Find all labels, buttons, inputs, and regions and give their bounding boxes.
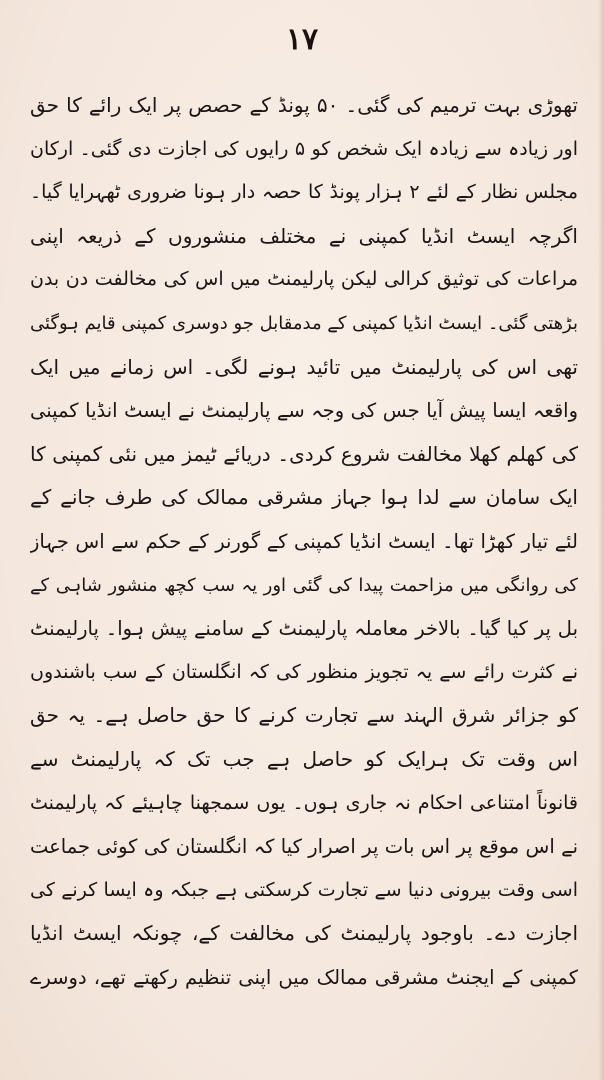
text-line: ایک سامان سے لدا ہوا جہاز مشرقی ممالک کی طرف جانے کے: [30, 485, 578, 510]
body-text: [30, 84, 578, 999]
text-line: لئے تیار کھڑا تھا۔ ایسٹ انڈیا کمپنی کے گورنر کے حکم سے اس جہاز: [30, 529, 578, 553]
text-line: قانوناً امتناعی احکام نہ جاری ہوں۔ یوں سمجھنا چاہیئے کہ پارلیمنٹ: [30, 791, 578, 814]
page-number: ۱۷: [285, 22, 319, 57]
text-line: اجازت دے۔ باوجود پارلیمنٹ کی مخالفت کے، چونکہ ایسٹ انڈیا: [30, 921, 578, 946]
text-line: اگرچہ ایسٹ انڈیا کمپنی نے مختلف منشوروں کے ذریعہ اپنی: [30, 223, 578, 248]
text-line: اس وقت تک ہرایک کو حاصل ہے جب تک کہ پارلیمنٹ سے: [30, 746, 578, 771]
text-line: تھوڑی بہت ترمیم کی گئی۔ ۵۰ پونڈ کے حصص پر ایک رائے کا حق: [30, 93, 578, 117]
text-line: کو جزائر شرق الہند سے تجارت کرنے کا حق حاصل ہے۔ یہ حق: [30, 703, 578, 728]
text-line: نے اس موقع پر اس بات پر اصرار کیا کہ انگلستان کی کوئی جماعت: [30, 835, 578, 859]
text-line: بل پر کیا گیا۔ بالاخر معاملہ پارلیمنٹ کے سامنے پیش ہوا۔ پارلیمنٹ: [30, 617, 578, 641]
text-line: بڑھتی گئی۔ ایسٹ انڈیا کمپنی کے مدمقابل جو دوسری کمپنی قایم ہوگئی: [30, 312, 578, 334]
text-line: اسی وقت بیرونی دنیا سے تجارت کرسکتی ہے جبکہ وہ ایسا کرنے کی: [30, 878, 578, 901]
text-line: کمپنی کے ایجنٹ مشرقی ممالک میں اپنی تنظیم رکھتے تھے، دوسرے: [30, 965, 578, 989]
text-line: نے کثرت رائے سے یہ تجویز منظور کی کہ انگلستان کے سب باشندوں: [30, 660, 578, 683]
page-edge-shadow: [598, 0, 604, 1080]
text-line: واقعہ ایسا پیش آیا جس کی وجہ سے پارلیمنٹ نے ایسٹ انڈیا کمپنی: [30, 399, 578, 423]
text-line: مجلس نظار کے لئے ۲ ہزار پونڈ کا حصہ دار ہونا ضروری ٹھہرایا گیا۔: [30, 181, 578, 204]
text-line: کی کھلم کھلا مخالفت شروع کردی۔ دریائے ٹیمز میں نئی کمپنی کا: [30, 441, 578, 466]
text-line: کی روانگی میں مزاحمت پیدا کی گئی اور یہ سب کچھ منشور شاہی کے: [30, 574, 578, 596]
text-line: اور زیادہ سے زیادہ ایک شخص کو ۵ رایوں کی اجازت دی گئی۔ ارکان: [30, 137, 578, 160]
text-line: تھی اس کی پارلیمنٹ میں تائید ہونے لگی۔ اس زمانے میں ایک: [30, 354, 578, 379]
text-line: مراعات کی توثیق کرالی لیکن پارلیمنٹ میں اس کی مخالفت دن بدن: [30, 268, 578, 291]
